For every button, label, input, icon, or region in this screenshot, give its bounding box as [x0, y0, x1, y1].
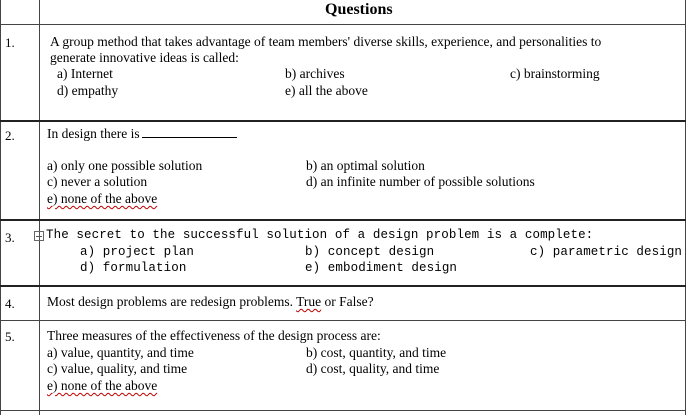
question-prompt: The secret to the successful solution of a design problem is a complete:	[46, 228, 594, 242]
question-number: 3.	[5, 230, 15, 245]
question-prompt-text: Most design problems are redesign problems.	[47, 294, 297, 309]
question-prompt: A group method that takes advantage of team members' diverse skills, experience, and personalities to	[50, 34, 602, 49]
row-divider-3	[0, 285, 686, 287]
question-prompt-continued: generate innovative ideas is called:	[50, 50, 239, 65]
row-divider-5	[0, 410, 686, 411]
row-divider-4	[0, 320, 686, 321]
table-left-border	[0, 0, 1, 415]
option-d: d) empathy	[57, 83, 119, 98]
option-d: d) an infinite number of possible solutions	[306, 174, 535, 189]
option-b: b) concept design	[305, 245, 435, 259]
header-row-divider	[0, 24, 686, 25]
table-header: Questions	[325, 1, 393, 18]
option-b: b) archives	[285, 66, 345, 81]
option-a: a) value, quantity, and time	[47, 345, 194, 360]
number-column-divider	[39, 0, 40, 415]
row-divider-1	[0, 120, 686, 122]
option-e: e) none of the above	[47, 378, 158, 393]
row-divider-2	[0, 219, 686, 221]
option-e: e) all the above	[285, 83, 368, 98]
option-a: a) Internet	[57, 66, 113, 81]
question-number: 5.	[5, 329, 15, 344]
option-e: e) none of the above	[47, 191, 158, 206]
question-number: 4.	[5, 296, 15, 311]
answer-blank	[142, 126, 237, 138]
option-a: a) project plan	[80, 245, 195, 259]
question-number: 1.	[5, 35, 15, 50]
option-b: b) cost, quantity, and time	[306, 345, 447, 360]
question-prompt-text: In design there is	[47, 126, 140, 141]
option-e: e) embodiment design	[305, 261, 458, 275]
option-d: d) formulation	[80, 261, 187, 275]
question-number: 2.	[5, 128, 15, 143]
question-prompt-end: or False?	[321, 294, 374, 309]
option-c: c) never a solution	[47, 174, 148, 189]
option-a: a) only one possible solution	[47, 158, 203, 173]
option-b: b) an optimal solution	[306, 158, 425, 173]
question-prompt: Three measures of the effectiveness of the design process are:	[47, 328, 381, 343]
table-move-handle-icon[interactable]	[34, 231, 44, 241]
option-c: c) parametric design	[530, 245, 683, 259]
option-d: d) cost, quality, and time	[306, 361, 440, 376]
option-c: c) brainstorming	[510, 66, 600, 81]
question-prompt	[47, 125, 237, 142]
true-word: True	[296, 294, 322, 309]
question-prompt	[47, 293, 374, 310]
option-c: c) value, quality, and time	[47, 361, 188, 376]
